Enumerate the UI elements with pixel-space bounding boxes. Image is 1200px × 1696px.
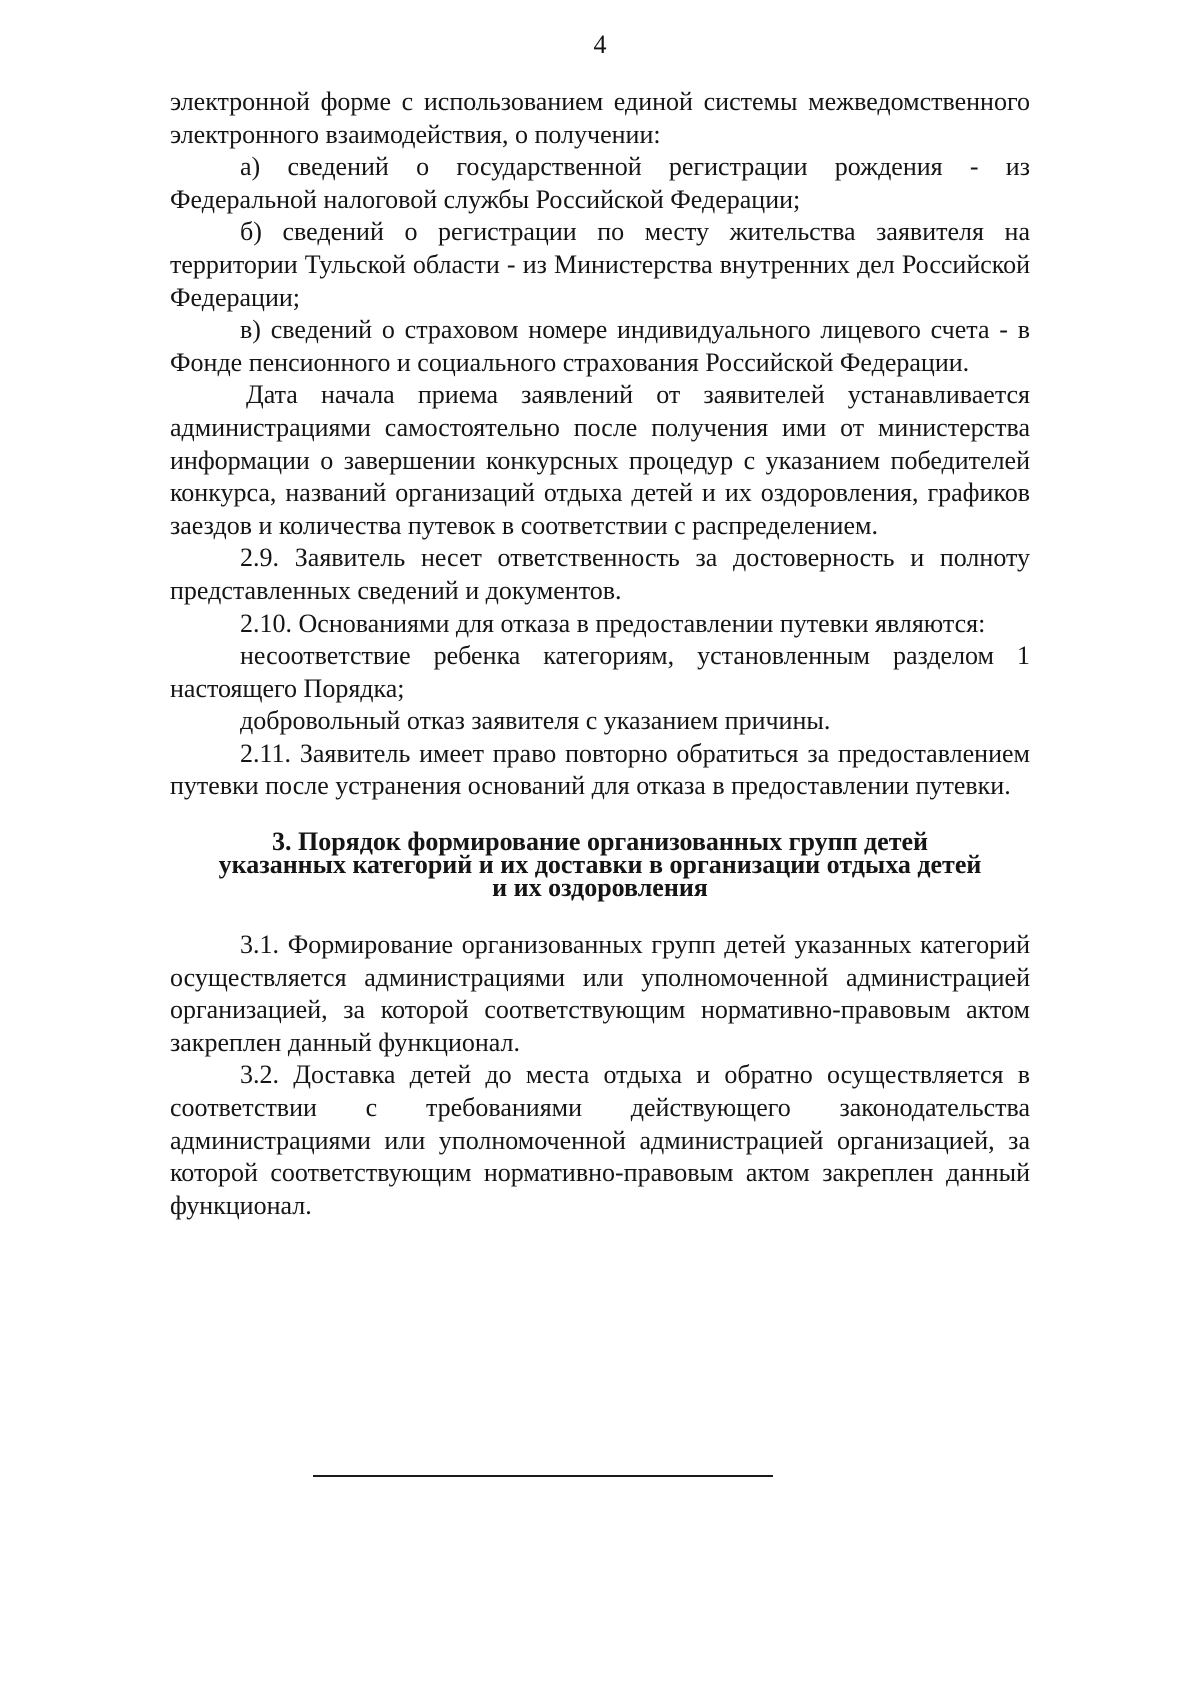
section-3-heading-line-1: 3. Порядок формирование организованных групп детей [271, 827, 929, 857]
paragraph-3-2: 3.2. Доставка детей до места отдыха и обратно осуществляется в соответствии с требованиями действующего законодательства администрациями или уполномоченной администрацией организацией, за которой соответствующим нормативно-правовым актом закреплен данный функционал. [170, 1060, 1030, 1220]
section-3-heading-line-3: и их оздоровления [492, 873, 708, 903]
paragraph-2-9: 2.9. Заявитель несет ответственность за достоверность и полноту представленных сведений и документов. [170, 543, 1030, 605]
paragraph-2-10: 2.10. Основаниями для отказа в предоставлении путевки являются: [240, 608, 986, 638]
paragraph-application-start-date: Дата начала приема заявлений от заявителей устанавливается администрациями самостоятельно после получения ими от министерства информации о завершении конкурсных процедур с указанием победителей конкурса, названий организаций отдыха детей и их оздоровления, графиков заездов и количества путевок в соответствии с распределением. [170, 380, 1030, 540]
paragraph-item-c: в) сведений о страховом номере индивидуального лицевого счета - в Фонде пенсионного и социального страхования Российской Федерации. [170, 315, 1030, 377]
paragraph-2-11: 2.11. Заявитель имеет право повторно обратиться за предоставлением путевки после устранения оснований для отказа в предоставлении путевки. [170, 738, 1030, 801]
page-number: 4 [593, 30, 607, 59]
paragraph-refusal-reason-2: добровольный отказ заявителя с указанием причины. [240, 706, 831, 736]
paragraph-refusal-reason-1: несоответствие ребенка категориям, установленным разделом 1 настоящего Порядка; [170, 641, 1030, 703]
end-of-document-rule [313, 1475, 773, 1477]
paragraph-item-b: б) сведений о регистрации по месту жительства заявителя на территории Тульской области - из Министерства внутренних дел Российской Федерации; [170, 217, 1030, 312]
document-body [170, 86, 1030, 1222]
section-3-heading-line-2: указанных категорий и их доставки в организации отдыха детей [218, 850, 982, 880]
paragraph-3-1: 3.1. Формирование организованных групп детей указанных категорий осуществляется администрациями или уполномоченной администрацией организацией, за которой соответствующим нормативно-правовым актом закреплен данный функционал. [170, 930, 1030, 1057]
section-3-heading [170, 827, 1030, 903]
paragraph-continuation: электронной форме с использованием единой системы межведомственного электронного взаимодействия, о получении: [170, 87, 1030, 149]
paragraph-item-a: а) сведений о государственной регистрации рождения - из Федеральной налоговой службы Российской Федерации; [170, 152, 1030, 214]
